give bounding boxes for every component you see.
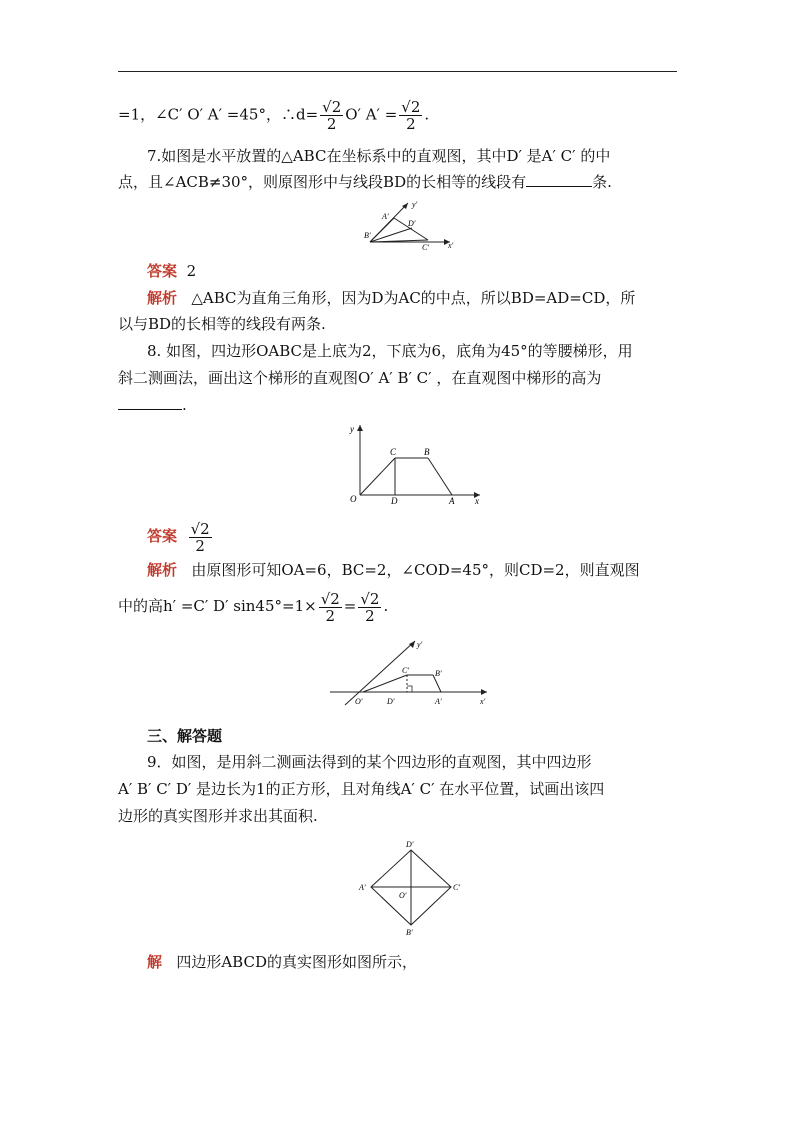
q8-line3: . xyxy=(118,395,187,415)
label-A: A′ xyxy=(359,883,366,892)
label-x: x′ xyxy=(480,697,486,706)
label-O: O xyxy=(350,494,357,504)
q7-analysis-line1: 解析 △ABC为直角三角形，因为D为AC的中点，所以BD=AD=CD，所 xyxy=(147,289,636,307)
fraction: $\frac{√2}{2}$ xyxy=(322,98,342,133)
label-C: C′ xyxy=(453,883,461,892)
section-title: 三、解答题 xyxy=(147,727,223,745)
label-B: B′ xyxy=(364,231,371,240)
q7-line2: 点，且∠ACB≠30°，则原图形中与线段BD的长相等的线段有 条. xyxy=(118,173,612,191)
answer-label: 答案 xyxy=(147,527,178,545)
answer-blank xyxy=(526,186,592,187)
label-D: D xyxy=(391,496,398,505)
label-B: B′ xyxy=(435,669,442,678)
label-x: x xyxy=(475,496,479,505)
label-A: A xyxy=(449,496,455,505)
label-D: D′ xyxy=(387,697,395,706)
q7-figure xyxy=(360,195,460,253)
label-D: D′ xyxy=(408,219,416,228)
header-rule xyxy=(118,71,677,72)
continuation-text: =1，∠C′ O′ A′ =45°，∴d= xyxy=(118,105,319,124)
answer-fraction: $\frac{√2}{2}$ xyxy=(190,519,210,555)
solution-label: 解 xyxy=(147,953,163,971)
q8-line1: 8. 如图，四边形OABC是上底为2，下底为6，底角为45°的等腰梯形，用 xyxy=(147,342,633,360)
q8-analysis-line2: 中的高h′ =C′ D′ sin45°=1× $\frac{√2}{2}$ = $\frac{√2}{2}$ . xyxy=(118,589,389,625)
fraction: $\frac{√2}{2}$ xyxy=(360,589,380,625)
answer-label: 答案 xyxy=(147,262,178,280)
fraction: $\frac{√2}{2}$ xyxy=(401,98,421,133)
q8-answer xyxy=(147,518,214,554)
label-C: C′ xyxy=(402,666,410,675)
label-A: A′ xyxy=(435,697,442,706)
label-A: A′ xyxy=(382,212,389,221)
q8-analysis-line1: 解析 由原图形可知OA=6，BC=2，∠COD=45°，则CD=2，则直观图 xyxy=(147,561,640,579)
label-C: C xyxy=(390,447,397,457)
q9-line2: A′ B′ C′ D′ 是边长为1的正方形，且对角线A′ C′ 在水平位置，试画出该四 xyxy=(118,780,605,798)
label-y: y′ xyxy=(412,200,418,209)
analysis-label: 解析 xyxy=(147,289,178,307)
label-B: B xyxy=(424,447,430,457)
label-B: B′ xyxy=(406,928,413,937)
label-y: y xyxy=(350,424,354,434)
analysis-label: 解析 xyxy=(147,561,178,579)
q8-figure-intuitive xyxy=(325,635,495,715)
q9-solution: 解 四边形ABCD的真实图形如图所示， xyxy=(147,953,417,971)
label-O: O′ xyxy=(355,697,363,706)
q7-answer xyxy=(147,261,196,281)
q7-line1: 7.如图是水平放置的△ABC在坐标系中的直观图，其中D′ 是A′ C′ 的中 xyxy=(147,147,611,165)
q8-line2: 斜二测画法，画出这个梯形的直观图O′ A′ B′ C′ ，在直观图中梯形的高为 xyxy=(118,369,602,387)
continuation-line: =1，∠C′ O′ A′ =45°，∴d= $\frac{√2}{2}$ O′ A′ = $\frac{√2}{2}$ . xyxy=(118,98,430,133)
fraction: $\frac{√2}{2}$ xyxy=(320,589,340,625)
answer-value: 2 xyxy=(186,262,197,280)
label-D: D′ xyxy=(406,840,414,849)
answer-blank xyxy=(118,409,182,410)
q9-line3: 边形的真实图形并求出其面积. xyxy=(118,807,318,825)
continuation-middle: O′ A′ = xyxy=(345,105,398,124)
q9-figure xyxy=(355,835,467,940)
q8-figure-original xyxy=(340,420,490,505)
label-C: C′ xyxy=(422,243,430,252)
label-O: O′ xyxy=(399,891,407,900)
q7-analysis-line2: 以与BD的长相等的线段有两条. xyxy=(118,315,326,333)
label-x: x′ xyxy=(448,241,454,250)
q9-line1: 9．如图，是用斜二测画法得到的某个四边形的直观图，其中四边形 xyxy=(147,753,592,771)
label-y: y′ xyxy=(417,640,423,649)
